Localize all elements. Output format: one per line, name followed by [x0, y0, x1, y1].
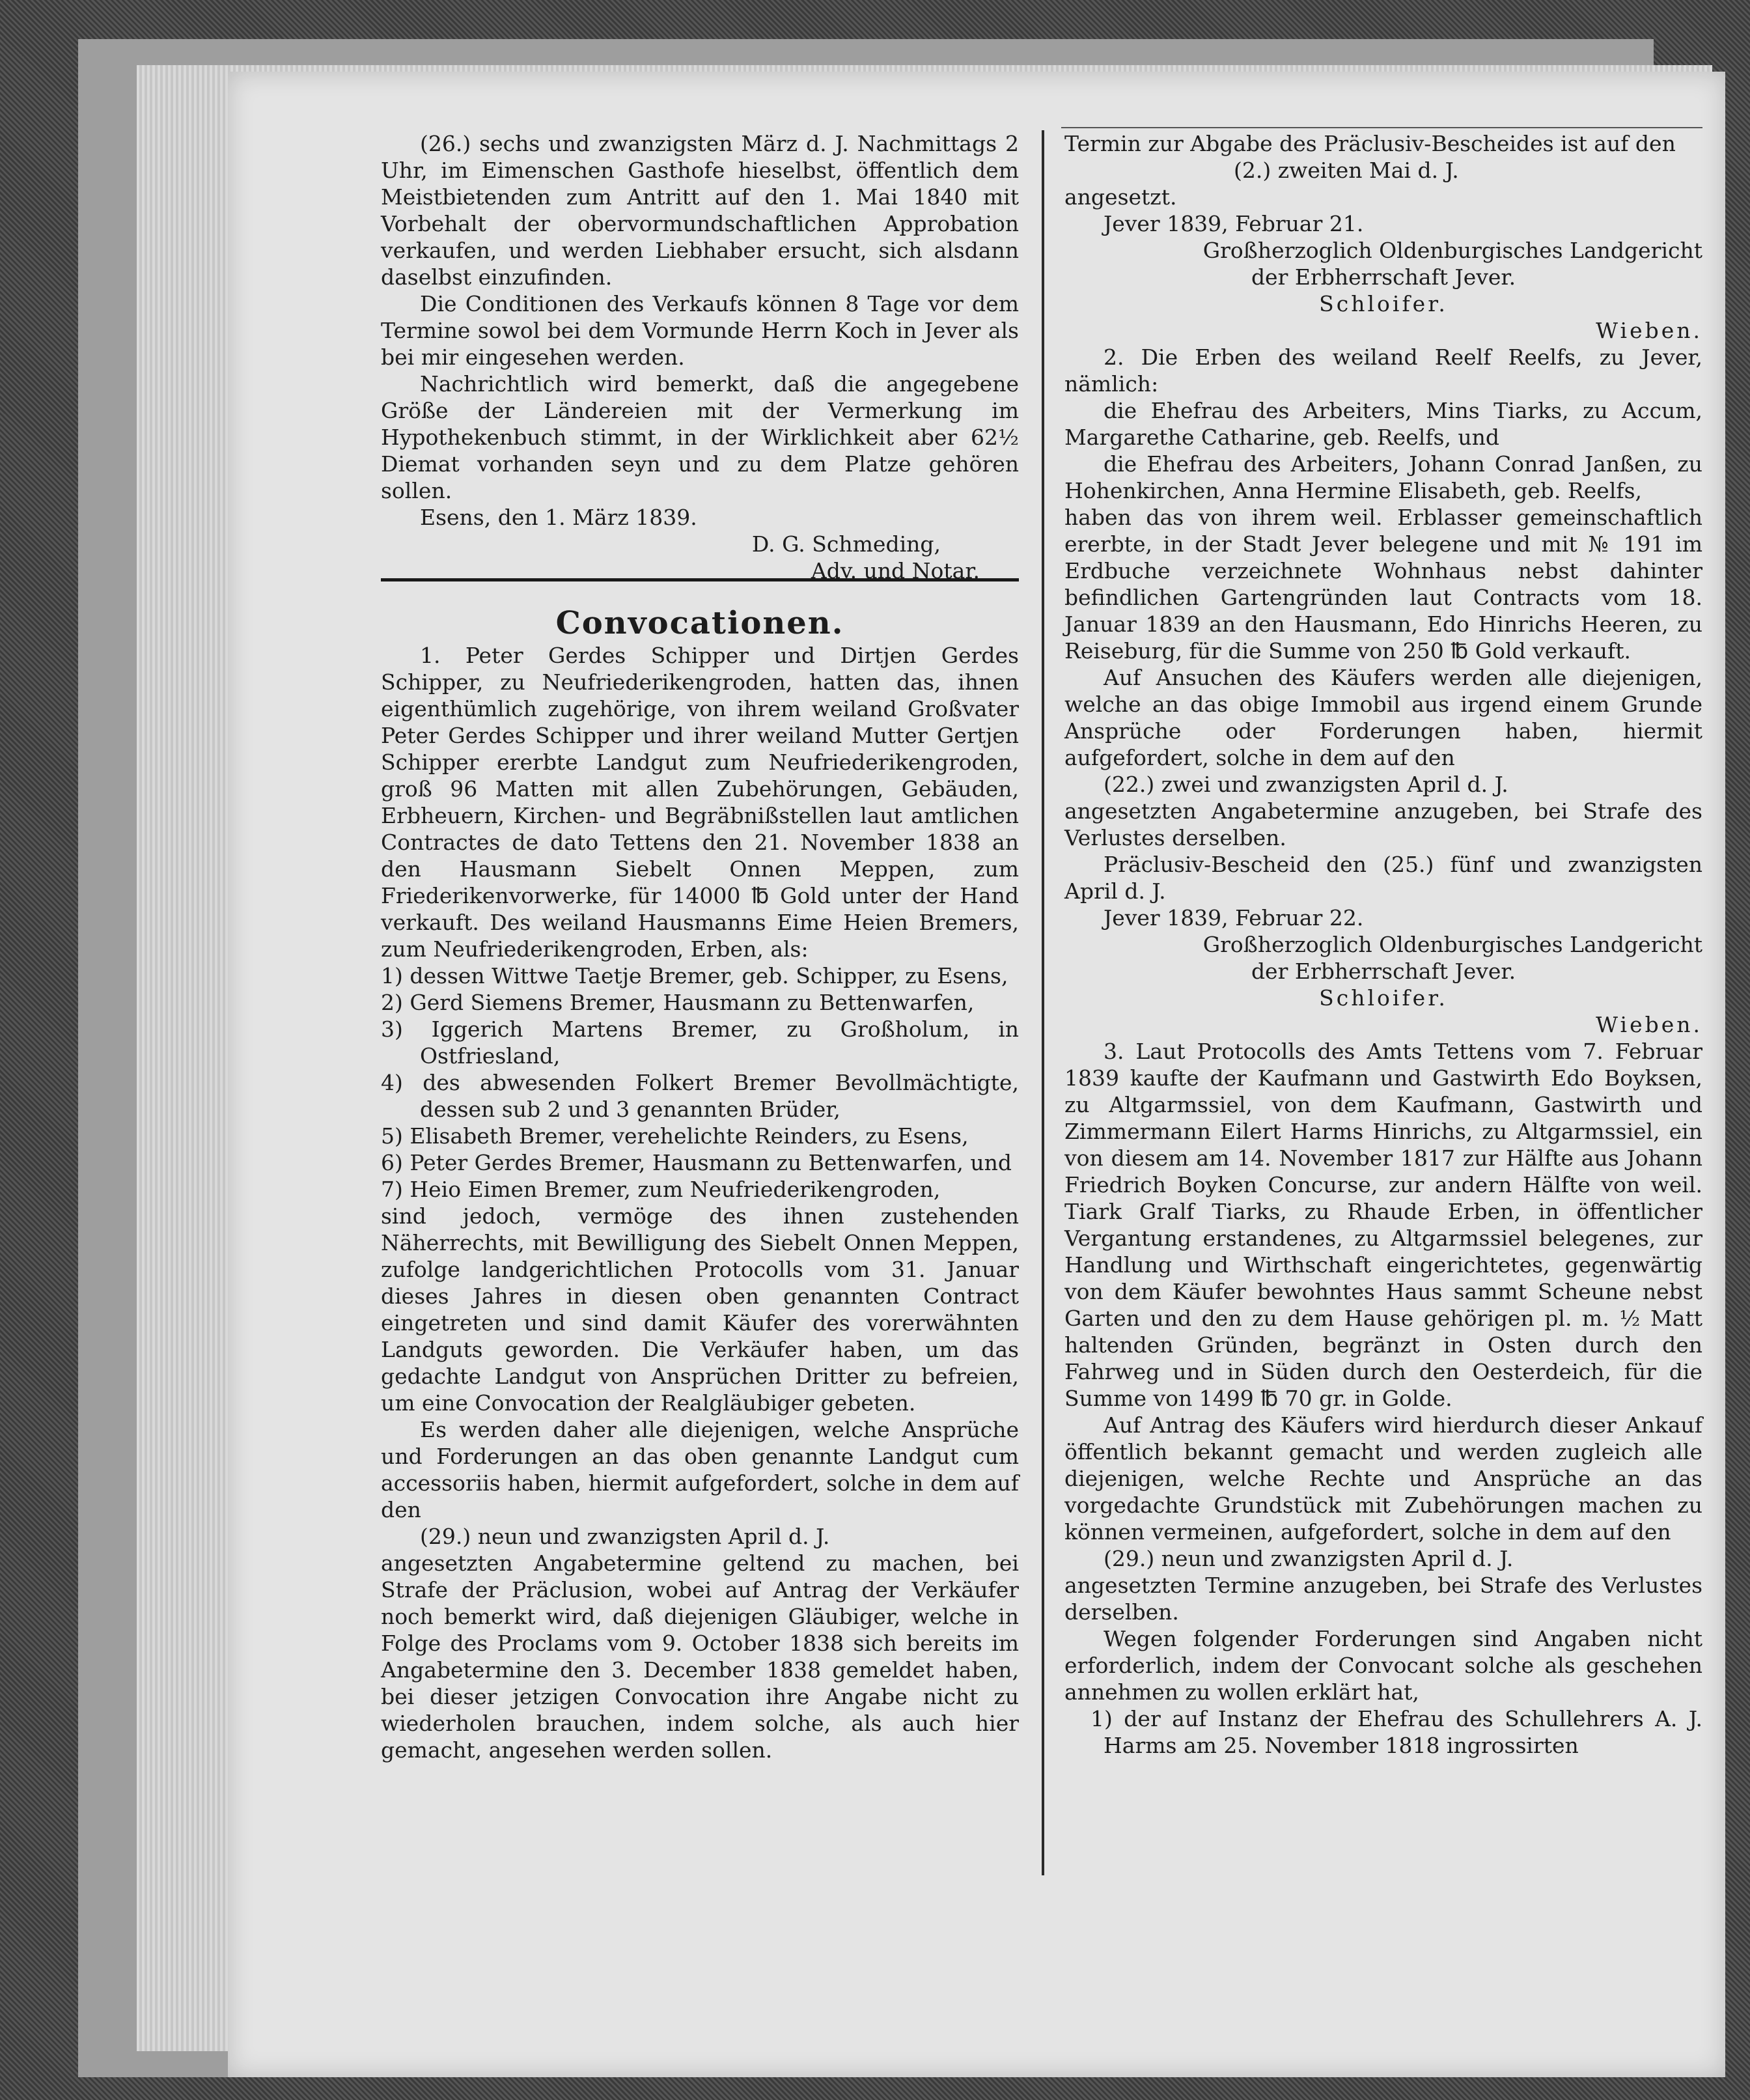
- signature: Schloifer.: [1319, 291, 1448, 316]
- paragraph: (26.) sechs und zwanzigsten März d. J. Nachmittags 2 Uhr, im Eimenschen Gasthofe hieselbst, öffentlich dem Meistbietenden zum Antritt auf den 1. Mai 1840 mit Vorbehalt der obervormundschaftlichen Approbation verkaufen, und werden Liebhaber ersucht, sich alsdann daselbst einzufinden.: [381, 131, 1019, 290]
- paragraph: angesetzten Termine anzugeben, bei Strafe des Verlustes derselben.: [1064, 1573, 1702, 1625]
- list-item: 4) des abwesenden Folkert Bremer Bevollmächtigte, dessen sub 2 und 3 genannten Brüder,: [381, 1070, 1019, 1122]
- list-item: 5) Elisabeth Bremer, verehelichte Reinders, zu Esens,: [381, 1123, 969, 1149]
- paragraph: 2. Die Erben des weiland Reelf Reelfs, zu Jever, nämlich:: [1064, 344, 1702, 397]
- signature: Wieben.: [1596, 1012, 1702, 1037]
- paragraph: angesetzten Angabetermine anzugeben, bei Strafe des Verlustes derselben.: [1064, 798, 1702, 850]
- date-line: (29.) neun und zwanzigsten April d. J.: [420, 1524, 830, 1549]
- paragraph: sind jedoch, vermöge des ihnen zustehenden Näherrechts, mit Bewilligung des Siebelt Onnen Meppen, zufolge landgerichtlichen Protocolls vom 31. Januar dieses Jahres in diesen oben genannten Contract eingetreten und sind damit Käufer des vorerwähnten Landguts geworden. Die Verkäufer haben, um das gedachte Landgut von Ansprüchen Dritter zu befreien, um eine Convocation der Realgläubiger gebeten.: [381, 1203, 1019, 1416]
- paragraph: Wegen folgender Forderungen sind Angaben nicht erforderlich, indem der Convocant solche als geschehen annehmen zu wollen erklärt hat,: [1064, 1626, 1702, 1705]
- list-item: 6) Peter Gerdes Bremer, Hausmann zu Bettenwarfen, und: [381, 1150, 1012, 1175]
- signature-name: D. G. Schmeding,: [751, 531, 941, 557]
- column-divider: [1042, 130, 1044, 1875]
- list-item: 1) der auf Instanz der Ehefrau des Schullehrers A. J. Harms am 25. November 1818 ingrossirten: [1090, 1706, 1702, 1758]
- left-column: [381, 130, 1019, 1763]
- signature: Schloifer.: [1319, 985, 1448, 1011]
- paragraph: angesetzt.: [1064, 184, 1177, 210]
- paragraph: Es werden daher alle diejenigen, welche Ansprüche und Forderungen an das oben genannte Landgut cum accessoriis haben, hiermit aufgefordert, solche in dem auf den: [381, 1417, 1019, 1522]
- section-heading: Convocationen.: [555, 605, 844, 641]
- paragraph: die Ehefrau des Arbeiters, Johann Conrad Janßen, zu Hohenkirchen, Anna Hermine Elisabeth, geb. Reelfs,: [1064, 451, 1702, 503]
- paragraph: Präclusiv-Bescheid den (25.) fünf und zwanzigsten April d. J.: [1064, 852, 1702, 904]
- list-item: 1) dessen Wittwe Taetje Bremer, geb. Schipper, zu Esens,: [381, 963, 1008, 988]
- paragraph: 3. Laut Protocolls des Amts Tettens vom 7. Februar 1839 kaufte der Kaufmann und Gastwirth Edo Boyksen, zu Altgarmssiel, von dem Kaufmann, Gastwirth und Zimmermann Eilert Harms Hinrichs, zu Altgarmssiel, ein von diesem am 14. November 1817 zur Hälfte aus Johann Friedrich Boyken Concurse, zur andern Hälfte von weil. Tiark Gralf Tiarks, zu Rhaude Erben, in öffentlicher Vergantung erstandenes, zu Altgarmssiel belegenes, zur Handlung und Wirthschaft eingerichtetes, gegenwärtig von dem Käufer bewohntes Haus sammt Scheune nebst Garten und den zu dem Hause gehörigen pl. m. ½ Matt haltenden Gründen, begränzt in Osten durch den Fahrweg und in Süden durch den Oesterdeich, für die Summe von 1499 ℔ 70 gr. in Golde.: [1064, 1039, 1702, 1411]
- paragraph: haben das von ihrem weil. Erblasser gemeinschaftlich ererbte, in der Stadt Jever belegene und mit № 191 im Erdbuche verzeichnete Wohnhaus nebst dahinter befindlichen Gartengründen laut Contracts vom 18. Januar 1839 an den Hausmann, Edo Hinrichs Heeren, zu Reiseburg, für die Summe von 250 ℔ Gold verkauft.: [1064, 505, 1702, 664]
- list-item: 3) Iggerich Martens Bremer, zu Großholum, in Ostfriesland,: [381, 1016, 1019, 1069]
- date-line: (2.) zweiten Mai d. J.: [1234, 158, 1459, 183]
- signature-title: Adv. und Notar.: [811, 558, 980, 583]
- paragraph: Die Conditionen des Verkaufs können 8 Tage vor dem Termine sowol bei dem Vormunde Herrn Koch in Jever als bei mir eingesehen werden.: [381, 291, 1019, 370]
- court-name: der Erbherrschaft Jever.: [1251, 959, 1516, 984]
- list-item: 7) Heio Eimen Bremer, zum Neufriederikengroden,: [381, 1177, 941, 1202]
- date-line: (29.) neun und zwanzigsten April d. J.: [1104, 1546, 1514, 1571]
- court-name: Großherzoglich Oldenburgisches Landgericht: [1202, 238, 1702, 263]
- paragraph: die Ehefrau des Arbeiters, Mins Tiarks, zu Accum, Margarethe Catharine, geb. Reelfs, und: [1064, 398, 1702, 450]
- paragraph: Auf Ansuchen des Käufers werden alle diejenigen, welche an das obige Immobil aus irgend einem Grunde Ansprüche oder Forderungen haben, hiermit aufgefordert, solche in dem auf den: [1064, 665, 1702, 770]
- top-rule: [1061, 127, 1702, 128]
- date-line: (22.) zwei und zwanzigsten April d. J.: [1104, 772, 1508, 797]
- list-item: 2) Gerd Siemens Bremer, Hausmann zu Bettenwarfen,: [381, 990, 975, 1015]
- signature: Wieben.: [1596, 318, 1702, 343]
- place-date: Esens, den 1. März 1839.: [420, 505, 697, 530]
- paragraph: Nachrichtlich wird bemerkt, daß die angegebene Größe der Ländereien mit der Vermerkung im Hypothekenbuch stimmt, in der Wirklichkeit aber 62½ Diemat vorhanden seyn und zu dem Platze gehören sollen.: [381, 371, 1019, 503]
- paragraph: Termin zur Abgabe des Präclusiv-Bescheides ist auf den: [1064, 131, 1676, 156]
- right-column: [1064, 130, 1702, 1759]
- paragraph: Auf Antrag des Käufers wird hierdurch dieser Ankauf öffentlich bekannt gemacht und werden zugleich alle diejenigen, welche Rechte und Ansprüche an das vorgedachte Grundstück mit Zubehörungen machen zu können vermeinen, aufgefordert, solche in dem auf den: [1064, 1412, 1702, 1545]
- place-date: Jever 1839, Februar 22.: [1104, 905, 1364, 931]
- place-date: Jever 1839, Februar 21.: [1104, 211, 1364, 236]
- paragraph: angesetzten Angabetermine geltend zu machen, bei Strafe der Präclusion, wobei auf Antrag der Verkäufer noch bemerkt wird, daß diejenigen Gläubiger, welche in Folge des Proclams vom 9. October 1838 sich bereits im Angabetermine den 3. December 1838 gemeldet haben, bei dieser jetzigen Convocation ihre Angabe nicht zu wiederholen brauchen, indem solche, als auch hier gemacht, angesehen werden sollen.: [381, 1550, 1019, 1763]
- court-name: der Erbherrschaft Jever.: [1251, 264, 1516, 290]
- court-name: Großherzoglich Oldenburgisches Landgericht: [1202, 932, 1702, 957]
- paragraph: 1. Peter Gerdes Schipper und Dirtjen Gerdes Schipper, zu Neufriederikengroden, hatten das, ihnen eigenthümlich zugehörige, von ihrem weiland Großvater Peter Gerdes Schipper und ihrer weiland Mutter Gertjen Schipper ererbte Landgut zum Neufriederikengroden, groß 96 Matten mit allen Zubehörungen, Gebäuden, Erbheuern, Kirchen- und Begräbnißstellen laut amtlichen Contractes de dato Tettens den 21. November 1838 an den Hausmann Siebelt Onnen Meppen, zum Friederikenvorwerke, für 14000 ℔ Gold unter der Hand verkauft. Des weiland Hausmanns Eime Heien Bremers, zum Neufriederikengroden, Erben, als:: [381, 643, 1019, 962]
